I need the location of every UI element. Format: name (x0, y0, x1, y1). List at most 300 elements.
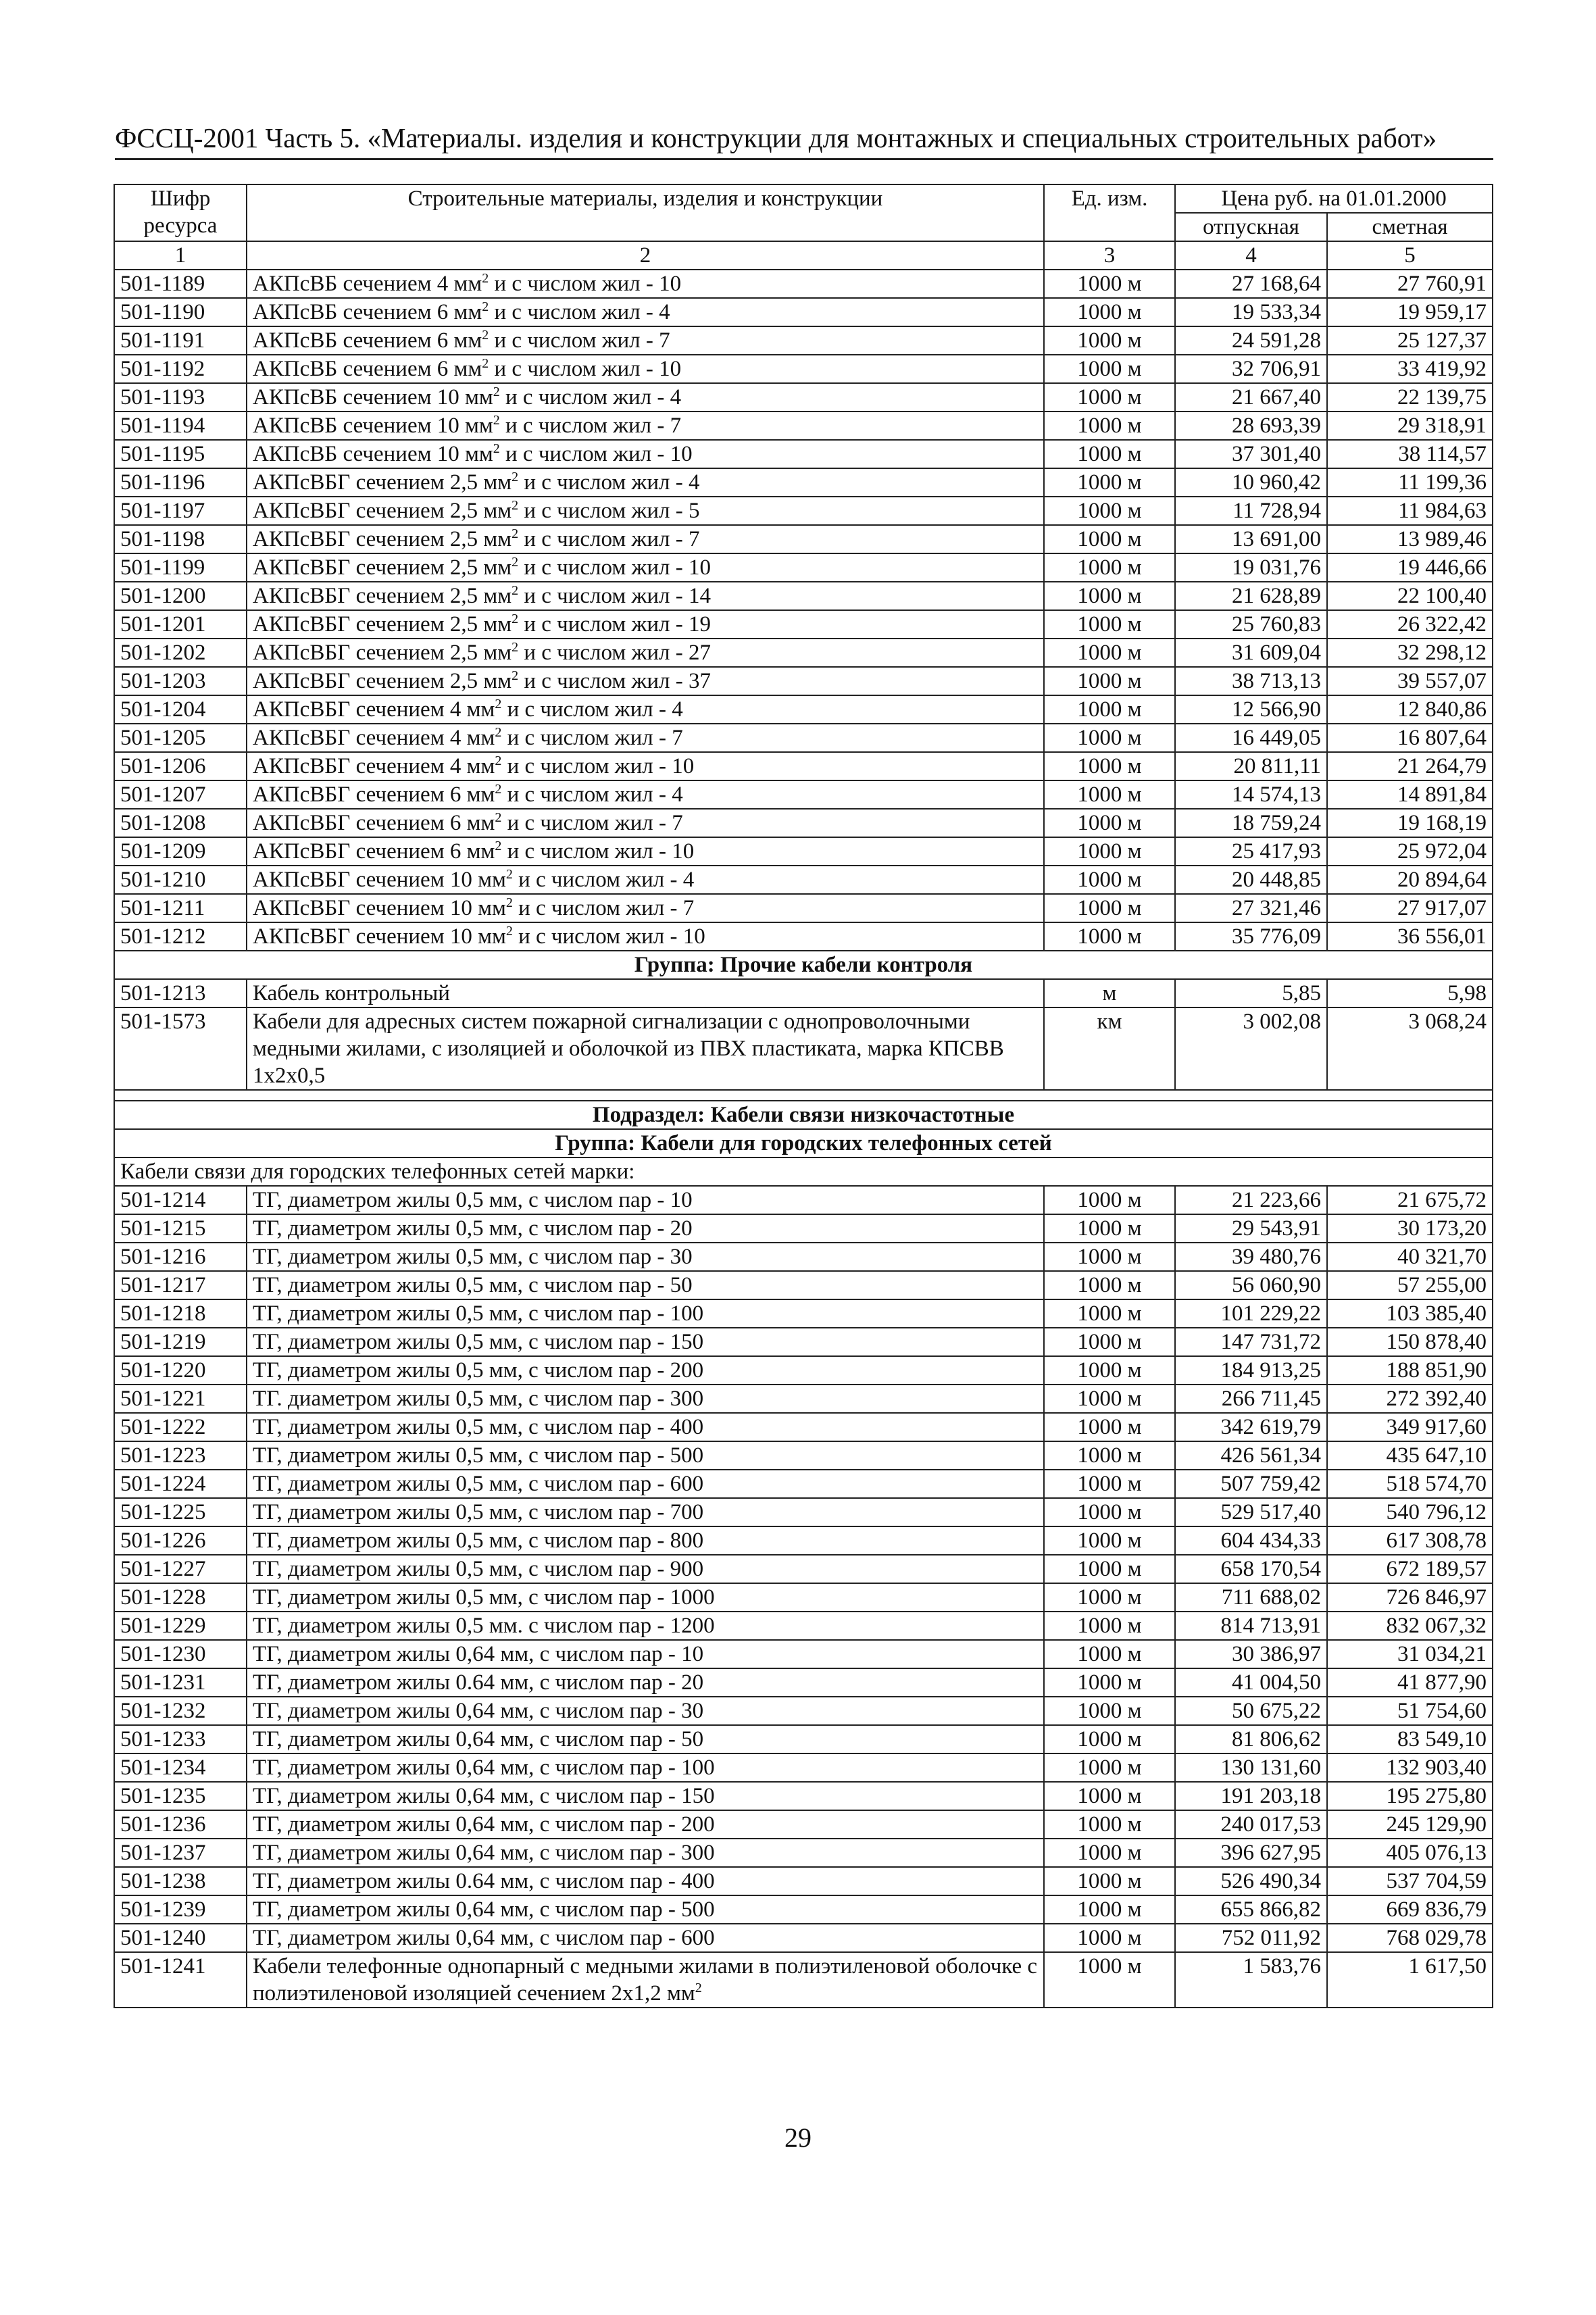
table-row (114, 1470, 1493, 1498)
group-subtitle-cell: Кабели связи для городских телефонных сетей марки: (114, 1158, 1493, 1186)
table-row (114, 355, 1493, 383)
group-heading (114, 1129, 1493, 1158)
superscript: 2 (495, 782, 502, 797)
estimate-price: 39 557,07 (1327, 667, 1493, 695)
estimate-price: 245 129,90 (1327, 1810, 1493, 1839)
col-number: 1 (114, 241, 247, 270)
name-suffix: и с числом жил - 4 (501, 697, 683, 722)
resource-code: 501-1235 (114, 1782, 247, 1810)
resource-code: 501-1193 (114, 383, 247, 412)
table-row (114, 1271, 1493, 1299)
superscript: 2 (495, 753, 502, 768)
material-name (247, 639, 1044, 667)
estimate-price: 22 139,75 (1327, 383, 1493, 412)
release-price: 31 609,04 (1175, 639, 1327, 667)
material-name (247, 582, 1044, 610)
table-row (114, 1753, 1493, 1782)
resource-code: 501-1215 (114, 1214, 247, 1243)
resource-code: 501-1219 (114, 1328, 247, 1356)
release-price: 19 533,34 (1175, 298, 1327, 326)
estimate-price: 11 984,63 (1327, 497, 1493, 525)
material-name: ТГ, диаметром жилы 0,64 мм, с числом пар - 200 (247, 1810, 1044, 1839)
release-price: 814 713,91 (1175, 1612, 1327, 1640)
estimate-price: 132 903,40 (1327, 1753, 1493, 1782)
material-name (247, 525, 1044, 553)
name-suffix: и с числом жил - 10 (489, 272, 682, 296)
name-prefix: АКПсВБГ сечением 4 мм (253, 754, 495, 778)
table-row (114, 780, 1493, 809)
header-release: отпускная (1175, 213, 1327, 241)
material-name: Кабели для адресных систем пожарной сигнализации с однопроволочными медными жилами, с изоляцией и оболочкой из ПВХ пластиката, марка КПСВВ 1х2х0,5 (247, 1007, 1044, 1090)
material-name: ТГ, диаметром жилы 0,64 мм, с числом пар - 300 (247, 1839, 1044, 1867)
unit-cell: 1000 м (1044, 866, 1175, 894)
table-row (114, 1526, 1493, 1555)
superscript: 2 (505, 895, 513, 910)
release-price: 10 960,42 (1175, 468, 1327, 497)
name-prefix: АКПсВБ сечением 10 мм (253, 442, 493, 466)
superscript: 2 (482, 299, 489, 314)
name-prefix: АКПсВБ сечением 10 мм (253, 385, 493, 409)
material-name: ТГ, диаметром жилы 0,64 мм, с числом пар - 10 (247, 1640, 1044, 1668)
estimate-price: 537 704,59 (1327, 1867, 1493, 1895)
estimate-price: 726 846,97 (1327, 1583, 1493, 1612)
table-row (114, 1385, 1493, 1413)
estimate-price: 768 029,78 (1327, 1924, 1493, 1952)
release-price: 184 913,25 (1175, 1356, 1327, 1385)
name-text: Кабели телефонные однопарный с медными жилами в полиэтиленовой оболочке с полиэтиленовой изоляцией сечением 2х1,2 мм (253, 1954, 1038, 2006)
release-price: 658 170,54 (1175, 1555, 1327, 1583)
name-suffix: и с числом жил - 10 (489, 357, 682, 381)
material-name: ТГ, диаметром жилы 0,5 мм, с числом пар - 400 (247, 1413, 1044, 1441)
unit-cell: 1000 м (1044, 1356, 1175, 1385)
spacer-cell (114, 1090, 1493, 1101)
material-name: ТГ, диаметром жилы 0.64 мм, с числом пар - 400 (247, 1867, 1044, 1895)
estimate-price: 31 034,21 (1327, 1640, 1493, 1668)
estimate-price: 25 127,37 (1327, 326, 1493, 355)
table-row (114, 1612, 1493, 1640)
resource-code: 501-1208 (114, 809, 247, 837)
table-row (114, 383, 1493, 412)
name-suffix: и с числом жил - 7 (512, 896, 695, 920)
release-price: 21 223,66 (1175, 1186, 1327, 1214)
table-row (114, 1356, 1493, 1385)
resource-code: 501-1197 (114, 497, 247, 525)
resource-code: 501-1210 (114, 866, 247, 894)
superscript: 2 (482, 356, 489, 371)
material-name: ТГ, диаметром жилы 0,64 мм, с числом пар - 150 (247, 1782, 1044, 1810)
name-prefix: АКПсВБ сечением 6 мм (253, 357, 482, 381)
name-suffix: и с числом жил - 14 (518, 584, 711, 608)
estimate-price: 41 877,90 (1327, 1668, 1493, 1697)
estimate-price: 1 617,50 (1327, 1952, 1493, 2008)
estimate-price: 38 114,57 (1327, 440, 1493, 468)
release-price: 13 691,00 (1175, 525, 1327, 553)
unit-cell: 1000 м (1044, 497, 1175, 525)
superscript: 2 (512, 640, 519, 655)
material-name (247, 298, 1044, 326)
table-row (114, 582, 1493, 610)
table-row (114, 497, 1493, 525)
resource-code: 501-1206 (114, 752, 247, 780)
release-price: 25 417,93 (1175, 837, 1327, 866)
resource-code: 501-1201 (114, 610, 247, 639)
name-suffix: и с числом жил - 10 (501, 754, 695, 778)
name-prefix: АКПсВБГ сечением 2,5 мм (253, 499, 512, 523)
resource-code: 501-1229 (114, 1612, 247, 1640)
table-row (114, 1007, 1493, 1090)
resource-code: 501-1233 (114, 1725, 247, 1753)
material-name: ТГ, диаметром жилы 0,5 мм, с числом пар - 100 (247, 1299, 1044, 1328)
table-row (114, 1640, 1493, 1668)
material-name: ТГ, диаметром жилы 0,64 мм, с числом пар - 500 (247, 1895, 1044, 1924)
superscript: 2 (493, 441, 500, 456)
resource-code: 501-1190 (114, 298, 247, 326)
name-suffix: и с числом жил - 37 (518, 669, 711, 693)
col-number: 5 (1327, 241, 1493, 270)
unit-cell: 1000 м (1044, 468, 1175, 497)
name-prefix: АКПсВБГ сечением 6 мм (253, 811, 495, 835)
release-price: 29 543,91 (1175, 1214, 1327, 1243)
table-row (114, 440, 1493, 468)
release-price: 39 480,76 (1175, 1243, 1327, 1271)
release-price: 20 811,11 (1175, 752, 1327, 780)
release-price: 342 619,79 (1175, 1413, 1327, 1441)
unit-cell: 1000 м (1044, 1753, 1175, 1782)
material-name: Кабель контрольный (247, 979, 1044, 1007)
resource-code: 501-1221 (114, 1385, 247, 1413)
material-name (247, 809, 1044, 837)
material-name (247, 497, 1044, 525)
resource-code: 501-1199 (114, 553, 247, 582)
release-price: 28 693,39 (1175, 412, 1327, 440)
unit-cell: 1000 м (1044, 724, 1175, 752)
release-price: 18 759,24 (1175, 809, 1327, 837)
estimate-price: 669 836,79 (1327, 1895, 1493, 1924)
unit-cell: 1000 м (1044, 837, 1175, 866)
material-name: ТГ, диаметром жилы 0,5 мм, с числом пар - 900 (247, 1555, 1044, 1583)
estimate-price: 25 972,04 (1327, 837, 1493, 866)
material-name: ТГ, диаметром жилы 0,5 мм. с числом пар - 1200 (247, 1612, 1044, 1640)
name-prefix: АКПсВБ сечением 10 мм (253, 414, 493, 438)
price-table (114, 184, 1493, 2008)
name-prefix: АКПсВБГ сечением 2,5 мм (253, 555, 512, 580)
table-row (114, 610, 1493, 639)
unit-cell: 1000 м (1044, 1895, 1175, 1924)
col-number: 3 (1044, 241, 1175, 270)
estimate-price: 32 298,12 (1327, 639, 1493, 667)
material-name (247, 695, 1044, 724)
release-price: 24 591,28 (1175, 326, 1327, 355)
material-name (247, 553, 1044, 582)
estimate-price: 832 067,32 (1327, 1612, 1493, 1640)
resource-code: 501-1191 (114, 326, 247, 355)
table-row (114, 894, 1493, 922)
estimate-price: 19 168,19 (1327, 809, 1493, 837)
release-price: 5,85 (1175, 979, 1327, 1007)
superscript: 2 (482, 328, 489, 343)
estimate-price: 349 917,60 (1327, 1413, 1493, 1441)
estimate-price: 11 199,36 (1327, 468, 1493, 497)
table-row (114, 1697, 1493, 1725)
table-row (114, 979, 1493, 1007)
name-prefix: АКПсВБГ сечением 2,5 мм (253, 669, 512, 693)
estimate-price: 12 840,86 (1327, 695, 1493, 724)
resource-code: 501-1232 (114, 1697, 247, 1725)
estimate-price: 518 574,70 (1327, 1470, 1493, 1498)
name-suffix: и с числом жил - 4 (518, 470, 700, 495)
unit-cell: 1000 м (1044, 1470, 1175, 1498)
resource-code: 501-1211 (114, 894, 247, 922)
unit-cell: 1000 м (1044, 1697, 1175, 1725)
superscript: 2 (495, 839, 502, 853)
table-row (114, 1214, 1493, 1243)
release-price: 50 675,22 (1175, 1697, 1327, 1725)
unit-cell: м (1044, 979, 1175, 1007)
resource-code: 501-1202 (114, 639, 247, 667)
estimate-price: 14 891,84 (1327, 780, 1493, 809)
estimate-price: 36 556,01 (1327, 922, 1493, 951)
header-estimate: сметная (1327, 213, 1493, 241)
header-name: Строительные материалы, изделия и конструкции (247, 184, 1044, 241)
estimate-price: 22 100,40 (1327, 582, 1493, 610)
material-name: ТГ. диаметром жилы 0,5 мм, с числом пар - 300 (247, 1385, 1044, 1413)
page-number: 29 (784, 2122, 812, 2153)
material-name (247, 610, 1044, 639)
table-row (114, 1186, 1493, 1214)
material-name (247, 922, 1044, 951)
table-row (114, 1839, 1493, 1867)
unit-cell: 1000 м (1044, 525, 1175, 553)
table-row (114, 1924, 1493, 1952)
unit-cell: 1000 м (1044, 1243, 1175, 1271)
material-name: ТГ, диаметром жилы 0,5 мм, с числом пар - 600 (247, 1470, 1044, 1498)
release-price: 147 731,72 (1175, 1328, 1327, 1356)
group-heading (114, 951, 1493, 979)
unit-cell: 1000 м (1044, 752, 1175, 780)
table-row (114, 837, 1493, 866)
material-name (247, 270, 1044, 298)
unit-cell: 1000 м (1044, 1555, 1175, 1583)
unit-cell: 1000 м (1044, 894, 1175, 922)
table-row (114, 1668, 1493, 1697)
release-price: 27 321,46 (1175, 894, 1327, 922)
unit-cell: 1000 м (1044, 667, 1175, 695)
resource-code: 501-1228 (114, 1583, 247, 1612)
material-name (247, 468, 1044, 497)
spacer-row (114, 1090, 1493, 1101)
estimate-price: 195 275,80 (1327, 1782, 1493, 1810)
table-row (114, 1895, 1493, 1924)
superscript: 2 (505, 924, 513, 939)
resource-code: 501-1196 (114, 468, 247, 497)
material-name (247, 440, 1044, 468)
estimate-price: 672 189,57 (1327, 1555, 1493, 1583)
superscript: 2 (512, 470, 519, 484)
estimate-price: 13 989,46 (1327, 525, 1493, 553)
table-row (114, 922, 1493, 951)
material-name (247, 752, 1044, 780)
material-name: ТГ, диаметром жилы 0,5 мм, с числом пар - 1000 (247, 1583, 1044, 1612)
resource-code: 501-1198 (114, 525, 247, 553)
release-price: 396 627,95 (1175, 1839, 1327, 1867)
header-unit: Ед. изм. (1044, 184, 1175, 241)
unit-cell: 1000 м (1044, 1782, 1175, 1810)
name-suffix: и с числом жил - 10 (512, 924, 705, 949)
release-price: 21 628,89 (1175, 582, 1327, 610)
name-suffix: и с числом жил - 19 (518, 612, 711, 637)
resource-code: 501-1225 (114, 1498, 247, 1526)
superscript: 2 (512, 526, 519, 541)
superscript: 2 (493, 384, 500, 399)
unit-cell: 1000 м (1044, 1839, 1175, 1867)
release-price: 56 060,90 (1175, 1271, 1327, 1299)
resource-code: 501-1224 (114, 1470, 247, 1498)
unit-cell: 1000 м (1044, 1441, 1175, 1470)
release-price: 41 004,50 (1175, 1668, 1327, 1697)
estimate-price: 617 308,78 (1327, 1526, 1493, 1555)
name-prefix: АКПсВБГ сечением 2,5 мм (253, 641, 512, 665)
resource-code: 501-1240 (114, 1924, 247, 1952)
superscript: 2 (512, 612, 519, 626)
release-price: 101 229,22 (1175, 1299, 1327, 1328)
unit-cell: 1000 м (1044, 270, 1175, 298)
name-prefix: АКПсВБГ сечением 10 мм (253, 896, 506, 920)
name-prefix: АКПсВБГ сечением 2,5 мм (253, 584, 512, 608)
name-prefix: АКПсВБГ сечением 2,5 мм (253, 527, 512, 551)
release-price: 1 583,76 (1175, 1952, 1327, 2008)
name-prefix: АКПсВБ сечением 6 мм (253, 300, 482, 324)
estimate-price: 57 255,00 (1327, 1271, 1493, 1299)
material-name (247, 412, 1044, 440)
release-price: 526 490,34 (1175, 1867, 1327, 1895)
release-price: 19 031,76 (1175, 553, 1327, 582)
table-row (114, 412, 1493, 440)
resource-code: 501-1238 (114, 1867, 247, 1895)
name-suffix: и с числом жил - 7 (501, 726, 683, 750)
estimate-price: 20 894,64 (1327, 866, 1493, 894)
unit-cell: 1000 м (1044, 1413, 1175, 1441)
unit-cell: 1000 м (1044, 553, 1175, 582)
estimate-price: 3 068,24 (1327, 1007, 1493, 1090)
resource-code: 501-1223 (114, 1441, 247, 1470)
estimate-price: 540 796,12 (1327, 1498, 1493, 1526)
subsection-heading-cell: Подраздел: Кабели связи низкочастотные (114, 1101, 1493, 1129)
resource-code: 501-1213 (114, 979, 247, 1007)
name-prefix: АКПсВБГ сечением 4 мм (253, 697, 495, 722)
table-row (114, 752, 1493, 780)
unit-cell: 1000 м (1044, 1186, 1175, 1214)
release-price: 35 776,09 (1175, 922, 1327, 951)
release-price: 27 168,64 (1175, 270, 1327, 298)
resource-code: 501-1227 (114, 1555, 247, 1583)
resource-code: 501-1189 (114, 270, 247, 298)
resource-code: 501-1192 (114, 355, 247, 383)
name-suffix: и с числом жил - 5 (518, 499, 700, 523)
name-suffix: и с числом жил - 7 (518, 527, 700, 551)
resource-code: 501-1226 (114, 1526, 247, 1555)
estimate-price: 33 419,92 (1327, 355, 1493, 383)
material-name (247, 780, 1044, 809)
release-price: 11 728,94 (1175, 497, 1327, 525)
resource-code: 501-1195 (114, 440, 247, 468)
release-price: 507 759,42 (1175, 1470, 1327, 1498)
release-price: 14 574,13 (1175, 780, 1327, 809)
release-price: 529 517,40 (1175, 1498, 1327, 1526)
release-price: 38 713,13 (1175, 667, 1327, 695)
name-prefix: АКПсВБ сечением 4 мм (253, 272, 482, 296)
resource-code: 501-1231 (114, 1668, 247, 1697)
resource-code: 501-1573 (114, 1007, 247, 1090)
unit-cell: 1000 м (1044, 1668, 1175, 1697)
resource-code: 501-1203 (114, 667, 247, 695)
resource-code: 501-1194 (114, 412, 247, 440)
name-prefix: АКПсВБ сечением 6 мм (253, 328, 482, 353)
subsection-heading (114, 1101, 1493, 1129)
group-subtitle (114, 1158, 1493, 1186)
estimate-price: 150 878,40 (1327, 1328, 1493, 1356)
table-row (114, 1867, 1493, 1895)
material-name: ТГ, диаметром жилы 0,5 мм, с числом пар - 50 (247, 1271, 1044, 1299)
material-name (247, 724, 1044, 752)
material-name: ТГ, диаметром жилы 0,5 мм, с числом пар - 150 (247, 1328, 1044, 1356)
group-heading-cell: Группа: Кабели для городских телефонных сетей (114, 1129, 1493, 1158)
name-suffix: и с числом жил - 27 (518, 641, 711, 665)
group-heading-cell: Группа: Прочие кабели контроля (114, 951, 1493, 979)
unit-cell: 1000 м (1044, 1328, 1175, 1356)
material-name (247, 667, 1044, 695)
estimate-price: 51 754,60 (1327, 1697, 1493, 1725)
name-prefix: АКПсВБГ сечением 10 мм (253, 868, 506, 892)
release-price: 25 760,83 (1175, 610, 1327, 639)
material-name: ТГ, диаметром жилы 0,5 мм, с числом пар - 30 (247, 1243, 1044, 1271)
unit-cell: 1000 м (1044, 1214, 1175, 1243)
table-row (114, 724, 1493, 752)
estimate-price: 26 322,42 (1327, 610, 1493, 639)
table-row (114, 553, 1493, 582)
resource-code: 501-1200 (114, 582, 247, 610)
estimate-price: 103 385,40 (1327, 1299, 1493, 1328)
material-name: ТГ, диаметром жилы 0,5 мм, с числом пар - 800 (247, 1526, 1044, 1555)
table-row (114, 298, 1493, 326)
release-price: 81 806,62 (1175, 1725, 1327, 1753)
unit-cell: 1000 м (1044, 355, 1175, 383)
superscript: 2 (512, 583, 519, 598)
unit-cell: 1000 м (1044, 1385, 1175, 1413)
table-row (114, 1328, 1493, 1356)
table-row (114, 326, 1493, 355)
superscript: 2 (482, 271, 489, 286)
release-price: 3 002,08 (1175, 1007, 1327, 1090)
column-numbers-row (114, 241, 1493, 270)
estimate-price: 405 076,13 (1327, 1839, 1493, 1867)
unit-cell: 1000 м (1044, 639, 1175, 667)
material-name: ТГ, диаметром жилы 0.64 мм, с числом пар - 20 (247, 1668, 1044, 1697)
table-row (114, 1498, 1493, 1526)
estimate-price: 19 446,66 (1327, 553, 1493, 582)
unit-cell: 1000 м (1044, 922, 1175, 951)
material-name: ТГ, диаметром жилы 0,64 мм, с числом пар - 50 (247, 1725, 1044, 1753)
name-suffix: и с числом жил - 4 (489, 300, 670, 324)
unit-cell: 1000 м (1044, 1612, 1175, 1640)
name-suffix: и с числом жил - 4 (501, 782, 683, 807)
unit-cell: 1000 м (1044, 1924, 1175, 1952)
estimate-price: 83 549,10 (1327, 1725, 1493, 1753)
resource-code: 501-1241 (114, 1952, 247, 2008)
material-name (247, 355, 1044, 383)
header-code: Шифр ресурса (114, 184, 247, 241)
material-name: ТГ, диаметром жилы 0,5 мм, с числом пар - 500 (247, 1441, 1044, 1470)
release-price: 191 203,18 (1175, 1782, 1327, 1810)
